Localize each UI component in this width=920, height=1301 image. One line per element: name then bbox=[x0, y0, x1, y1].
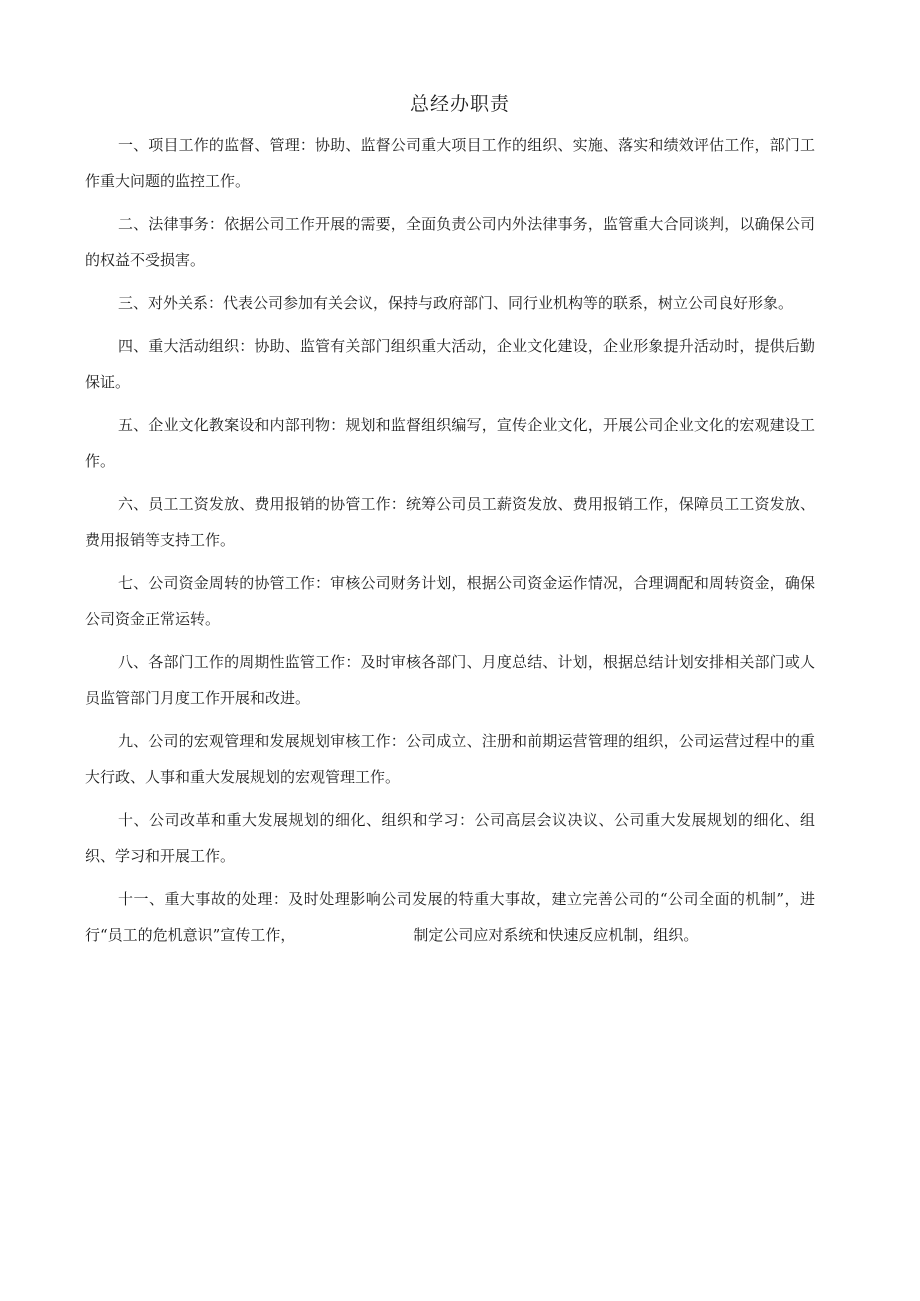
paragraph-3: 三、对外关系：代表公司参加有关会议，保持与政府部门、同行业机构等的联系，树立公司良好形象。 bbox=[118, 294, 794, 312]
paragraph-1: 一、项目工作的监督、管理：协助、监督公司重大项目工作的组织、实施、落实和绩效评估工作，部门工作重大问题的监控工作。 bbox=[85, 136, 815, 190]
paragraph-2: 二、法律事务：依据公司工作开展的需要，全面负责公司内外法律事务，监管重大合同谈判，以确保公司的权益不受损害。 bbox=[85, 215, 815, 269]
paragraph-7: 七、公司资金周转的协管工作：审核公司财务计划，根据公司资金运作情况，合理调配和周转资金，确保公司资金正常运转。 bbox=[85, 574, 815, 628]
paragraph-4: 四、重大活动组织：协助、监管有关部门组织重大活动，企业文化建设，企业形象提升活动时，提供后勤保证。 bbox=[85, 337, 815, 391]
paragraph-6: 六、员工工资发放、费用报销的协管工作：统筹公司员工薪资发放、费用报销工作，保障员工工资发放、费用报销等支持工作。 bbox=[85, 495, 815, 549]
paragraph-5: 五、企业文化教案设和内部刊物：规划和监督组织编写，宣传企业文化，开展公司企业文化的宏观建设工作。 bbox=[85, 416, 815, 470]
document-title: 总经办职责 bbox=[409, 93, 510, 115]
paragraph-9: 九、公司的宏观管理和发展规划审核工作：公司成立、注册和前期运营管理的组织，公司运营过程中的重大行政、人事和重大发展规划的宏观管理工作。 bbox=[85, 732, 815, 786]
document-body bbox=[85, 127, 815, 960]
paragraph-11-part2: 制定公司应对系统和快速反应机制，组织。 bbox=[413, 926, 699, 944]
paragraph-11-part1: 十一、重大事故的处理：及时处理影响公司发展的特重大事故，建立完善公司的“公司全面的机制”，进行“员工的危机意识”宣传工作， bbox=[85, 890, 815, 944]
paragraph-10: 十、公司改革和重大发展规划的细化、组织和学习：公司高层会议决议、公司重大发展规划的细化、组织、学习和开展工作。 bbox=[85, 811, 815, 865]
paragraph-11 bbox=[85, 881, 815, 953]
paragraph-8: 八、各部门工作的周期性监管工作：及时审核各部门、月度总结、计划，根据总结计划安排相关部门或人员监管部门月度工作开展和改进。 bbox=[85, 653, 815, 707]
